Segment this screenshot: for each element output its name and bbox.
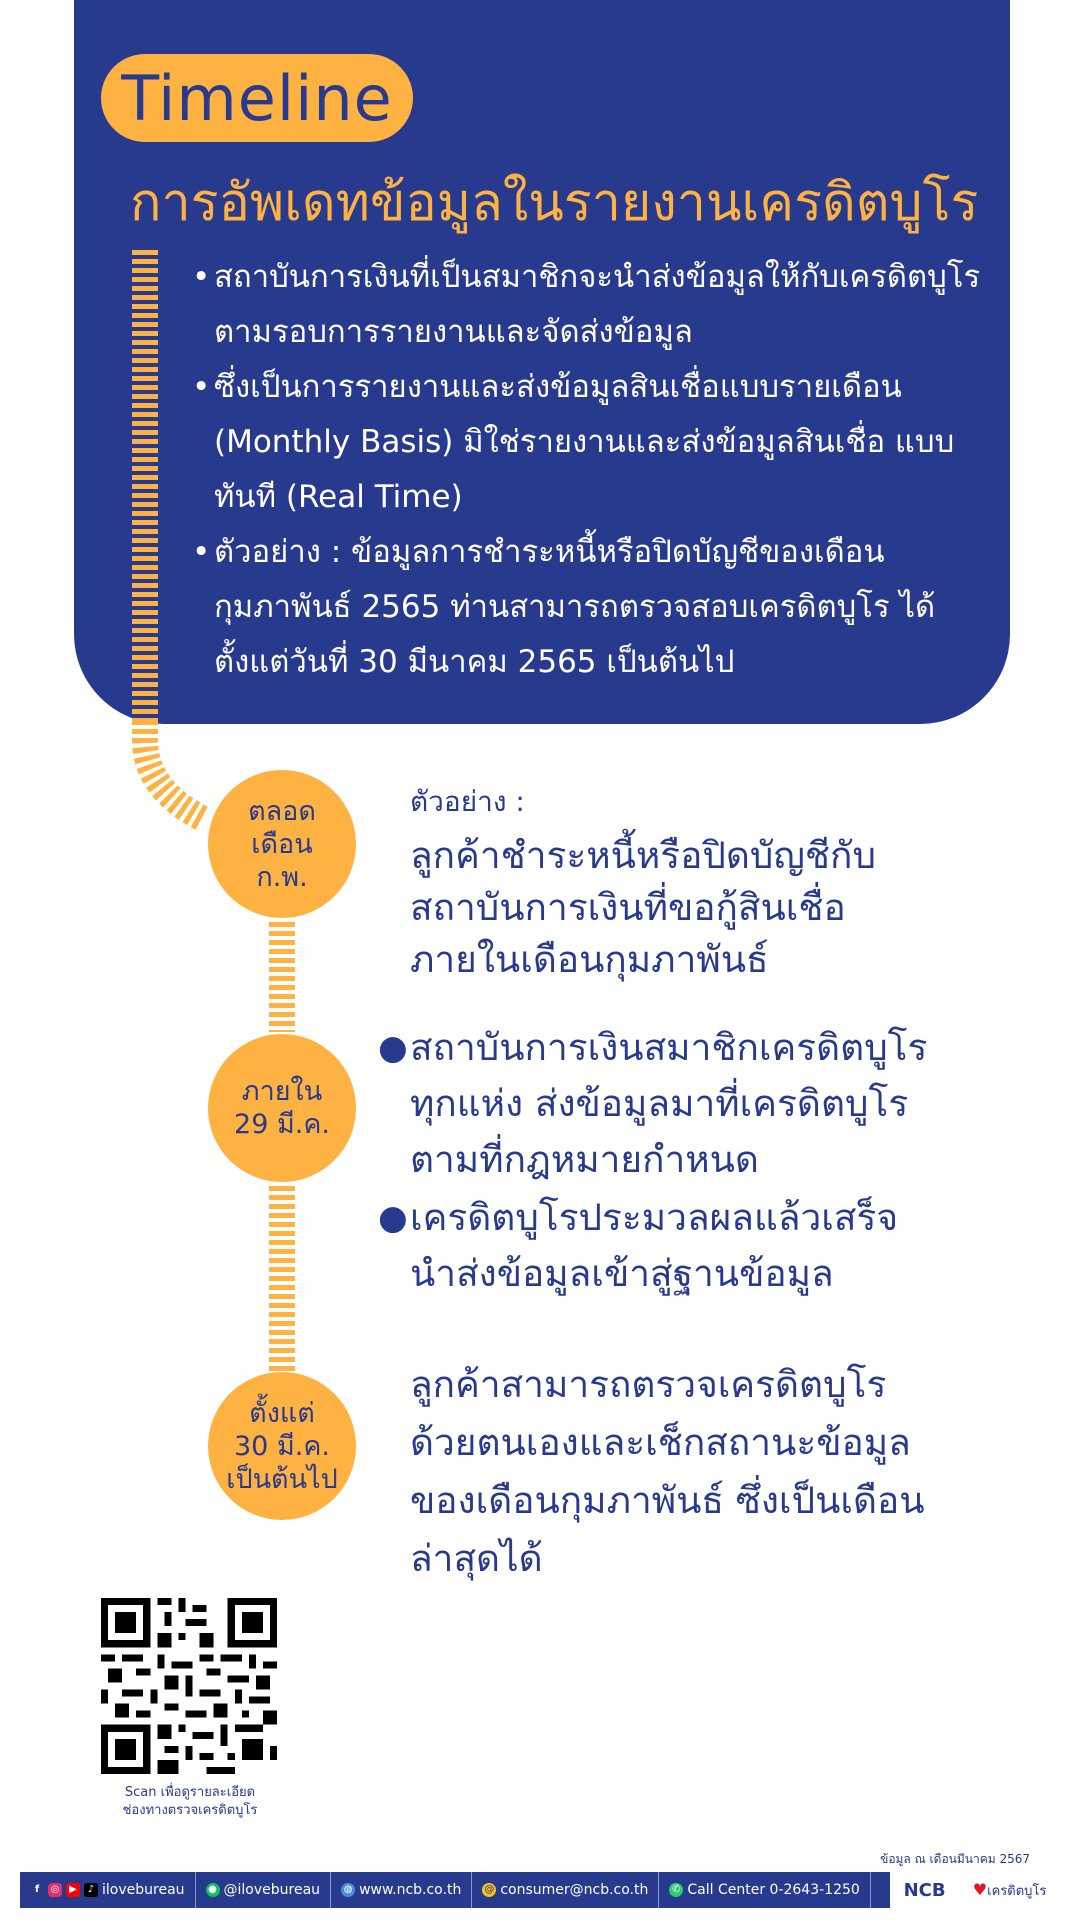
step-1-line: ภายในเดือนกุมภาพันธ์: [410, 938, 769, 981]
step-2-line: 29 มี.ค.: [234, 1109, 330, 1140]
timeline-stripe-top: [132, 250, 158, 720]
heart-icon: ♥: [972, 1879, 988, 1899]
tiktok-icon[interactable]: ♪: [84, 1883, 98, 1897]
qr-caption-line: ช่องทางตรวจเครดิตบูโร: [122, 1803, 258, 1818]
footer-line-handle: @ilovebureau: [223, 1882, 321, 1898]
footer-website-link[interactable]: www.ncb.co.th: [359, 1882, 462, 1898]
youtube-icon[interactable]: ▶: [66, 1883, 80, 1897]
step-3-text: [410, 1356, 925, 1588]
intro-bullet: [192, 360, 992, 525]
step-2-line: ภายใน: [241, 1076, 323, 1107]
timeline-stripe-1: [269, 922, 295, 1032]
step-circle-1: [208, 770, 356, 918]
step-2-line: ทุกแห่ง ส่งข้อมูลมาที่เครดิตบูโร: [410, 1082, 909, 1125]
step-2-bullets: [378, 1020, 1058, 1302]
footer-social[interactable]: [20, 1872, 196, 1908]
creditbureau-logo: ♥เครดิตบูโร: [972, 1879, 1047, 1899]
step-2-bullet: [378, 1020, 1058, 1188]
timeline-stripe-2: [269, 1186, 295, 1372]
footer-website[interactable]: [331, 1872, 472, 1908]
step-3-line: ลูกค้าสามารถตรวจเครดิตบูโร: [410, 1363, 887, 1406]
example-label: ตัวอย่าง :: [410, 785, 525, 818]
step-3-line: เป็นต้นไป: [226, 1463, 338, 1495]
step-1-text: [410, 780, 876, 986]
bullet-dot: •: [192, 259, 211, 295]
step-1-line: ลูกค้าชำระหนี้หรือปิดบัญชีกับ: [410, 834, 876, 877]
footer-email-link[interactable]: consumer@ncb.co.th: [500, 1882, 649, 1898]
footer-brand: [890, 1872, 1060, 1908]
step-3-line: ของเดือนกุมภาพันธ์ ซึ่งเป็นเดือน: [410, 1479, 925, 1522]
step-2-line: นำส่งข้อมูลเข้าสู่ฐานข้อมูล: [410, 1252, 834, 1295]
intro-bullet-text: ซึ่งเป็นการรายงานและส่งข้อมูลสินเชื่อแบบรายเดือน (Monthly Basis) มิใช่รายงานและส่งข้อมูลสินเชื่อ แบบทันที (Real Time): [214, 369, 955, 515]
step-circle-3: [208, 1372, 356, 1520]
bullet-dot: •: [192, 534, 211, 570]
step-3-line: ด้วยตนเองและเช็กสถานะข้อมูล: [410, 1421, 911, 1464]
phone-icon: ✆: [669, 1883, 683, 1897]
step-1-line: ตลอด: [248, 795, 316, 827]
step-1-line: สถาบันการเงินที่ขอกู้สินเชื่อ: [410, 886, 846, 929]
step-2-line: สถาบันการเงินสมาชิกเครดิตบูโร: [410, 1026, 928, 1069]
footer-social-handle: ilovebureau: [102, 1882, 185, 1898]
line-icon[interactable]: ●: [206, 1883, 220, 1897]
step-2-bullet: [378, 1190, 1058, 1302]
step-3-line: ตั้งแต่: [249, 1397, 315, 1429]
intro-bullet-text: ตัวอย่าง : ข้อมูลการชำระหนี้หรือปิดบัญชีของเดือน กุมภาพันธ์ 2565 ท่านสามารถตรวจสอบเครดิตบูโร ได้ตั้งแต่วันที่ 30 มีนาคม 2565 เป็นต้นไป: [214, 534, 936, 680]
footer-bar: [20, 1872, 1060, 1908]
globe-icon: ◍: [341, 1883, 355, 1897]
footer-call[interactable]: [659, 1872, 870, 1908]
step-1-line: เดือน: [251, 828, 313, 860]
intro-bullet-text: สถาบันการเงินที่เป็นสมาชิกจะนำส่งข้อมูลให้กับเครดิตบูโร ตามรอบการรายงานและจัดส่งข้อมูล: [214, 259, 981, 350]
qr-caption-line: Scan เพื่อดูรายละเอียด: [124, 1785, 256, 1800]
instagram-icon[interactable]: ◎: [48, 1883, 62, 1897]
step-3-line: ล่าสุดได้: [410, 1537, 543, 1580]
bullet-dot: ●: [378, 1028, 408, 1068]
footer-email[interactable]: [472, 1872, 659, 1908]
bullet-dot: •: [192, 369, 211, 405]
qr-caption: [90, 1784, 290, 1820]
title-badge: [101, 54, 413, 142]
intro-bullet: [192, 525, 992, 690]
step-2-line: เครดิตบูโรประมวลผลแล้วเสร็จ: [410, 1196, 899, 1239]
step-2-line: ตามที่กฎหมายกำหนด: [410, 1138, 759, 1181]
page-subtitle: การอัพเดทข้อมูลในรายงานเครดิตบูโร: [130, 173, 979, 233]
bullet-dot: ●: [378, 1198, 408, 1238]
data-date-note: ข้อมูล ณ เดือนมีนาคม 2567: [880, 1852, 1030, 1866]
qr-code-icon[interactable]: [101, 1598, 277, 1774]
footer-call-center: Call Center 0-2643-1250: [687, 1882, 860, 1898]
step-circle-2: [208, 1034, 356, 1182]
intro-bullet: [192, 250, 992, 360]
ncb-logo: NCB: [903, 1879, 946, 1901]
page-title: Timeline: [121, 61, 393, 135]
intro-bullets: [192, 250, 992, 690]
email-icon: @: [484, 1884, 495, 1895]
facebook-icon[interactable]: f: [34, 1884, 40, 1895]
step-1-line: ก.พ.: [256, 861, 308, 893]
step-3-line: 30 มี.ค.: [234, 1430, 330, 1462]
footer-line[interactable]: [196, 1872, 332, 1908]
